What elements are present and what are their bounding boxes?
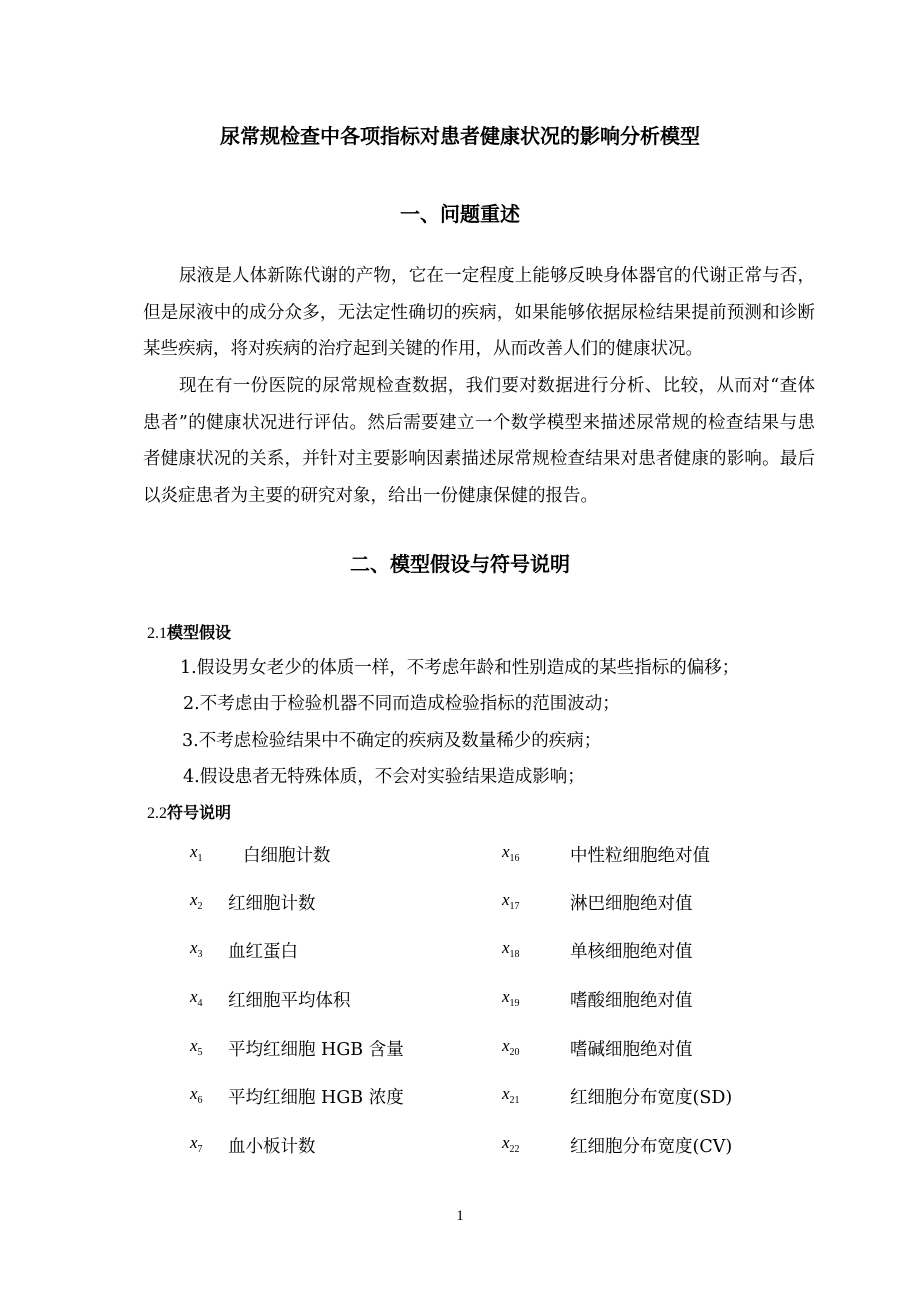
subsection-2-2-heading — [147, 800, 231, 823]
section1-heading: 一、问题重述 — [400, 202, 520, 226]
symbol-x3-description: 血红蛋白 — [228, 942, 298, 962]
symbol-x16-description: 中性粒细胞绝对值 — [570, 846, 710, 866]
symbol-x7-description: 血小板计数 — [228, 1137, 316, 1157]
symbol-x20: $x_{20}$ — [502, 1036, 520, 1058]
symbol-x22: $x_{22}$ — [502, 1133, 520, 1155]
symbol-x1: $x_1$ — [190, 842, 203, 864]
symbol-x2-description: 红细胞计数 — [228, 894, 316, 914]
symbol-x20-description: 嗜碱细胞绝对值 — [570, 1040, 693, 1060]
symbol-x1-description: 白细胞计数 — [243, 846, 331, 866]
section2-heading: 二、模型假设与符号说明 — [350, 552, 570, 576]
assumption-1: 1.假设男女老少的体质一样，不考虑年龄和性别造成的某些指标的偏移； — [180, 658, 740, 678]
symbol-x6-description: 平均红细胞 HGB 浓度 — [228, 1088, 404, 1108]
assumption-3: 3.不考虑检验结果中不确定的疾病及数量稀少的疾病； — [182, 731, 602, 751]
symbol-x4: $x_4$ — [190, 987, 203, 1009]
symbol-x17-description: 淋巴细胞绝对值 — [570, 894, 693, 914]
symbol-x5-description: 平均红细胞 HGB 含量 — [228, 1040, 404, 1060]
subsection-2-2-number: 2.2 — [147, 805, 167, 822]
symbol-x2: $x_2$ — [190, 890, 203, 912]
symbol-x19-description: 嗜酸细胞绝对值 — [570, 991, 693, 1011]
section1-paragraph-1: 尿液是人体新陈代谢的产物，它在一定程度上能够反映身体器官的代谢正常与否，但是尿液中的成分众多，无法定性确切的疾病，如果能够依据尿检结果提前预测和诊断某些疾病，将对疾病的治疗起到关键的作用，从而改善人们的健康状况。 — [143, 266, 815, 359]
symbol-x17: $x_{17}$ — [502, 890, 520, 912]
symbol-x3: $x_3$ — [190, 938, 203, 960]
subsection-2-1-number: 2.1 — [147, 625, 167, 642]
symbol-x21: $x_{21}$ — [502, 1084, 520, 1106]
symbol-x5: $x_5$ — [190, 1036, 203, 1058]
subsection-2-1-title: 模型假设 — [167, 623, 232, 642]
section1-paragraph-2: 现在有一份医院的尿常规检查数据，我们要对数据进行分析、比较，从而对“查体患者”的健康状况进行评估。然后需要建立一个数学模型来描述尿常规的检查结果与患者健康状况的关系，并针对主要影响因素描述尿常规检查结果对患者健康的影响。最后以炎症患者为主要的研究对象，给出一份健康保健的报告。 — [143, 376, 815, 506]
subsection-2-1-heading — [147, 620, 231, 643]
symbol-x7: $x_7$ — [190, 1133, 203, 1155]
symbol-x4-description: 红细胞平均体积 — [228, 991, 351, 1011]
symbol-x21-description: 红细胞分布宽度(SD) — [570, 1088, 733, 1108]
assumption-2: 2.不考虑由于检验机器不同而造成检验指标的范围波动； — [183, 694, 620, 714]
symbol-x6: $x_6$ — [190, 1084, 203, 1106]
symbol-x18: $x_{18}$ — [502, 938, 520, 960]
subsection-2-2-title: 符号说明 — [167, 803, 232, 822]
symbol-x22-description: 红细胞分布宽度(CV) — [570, 1137, 733, 1157]
symbol-x18-description: 单核细胞绝对值 — [570, 942, 693, 962]
assumption-4: 4.假设患者无特殊体质，不会对实验结果造成影响； — [183, 767, 585, 787]
symbol-x16: $x_{16}$ — [502, 842, 520, 864]
page-number: 1 — [456, 1208, 464, 1224]
symbol-x19: $x_{19}$ — [502, 987, 520, 1009]
document-title: 尿常规检查中各项指标对患者健康状况的影响分析模型 — [220, 124, 700, 148]
